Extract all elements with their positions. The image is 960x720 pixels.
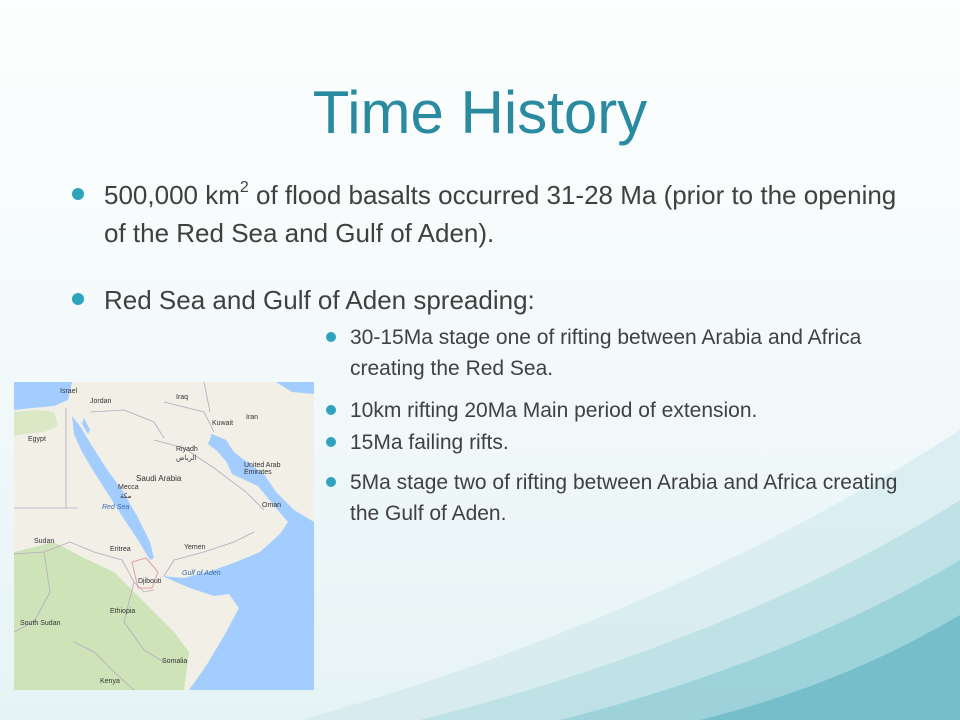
bullet-text-before: 500,000 km: [104, 180, 240, 210]
map-label-egypt: Egypt: [28, 436, 46, 443]
map-label-mecca: Mecca: [118, 484, 139, 491]
map-label-south-sudan: South Sudan: [20, 620, 61, 627]
map-label-israel: Israel: [60, 388, 78, 395]
map-label-sudan: Sudan: [34, 538, 55, 545]
bullet-text: Red Sea and Gulf of Aden spreading:: [104, 285, 535, 315]
sub-bullet-failing-rifts: [350, 427, 910, 458]
map-label-djibouti: Djibouti: [138, 578, 162, 585]
sub-bullet-text: 15Ma failing rifts.: [350, 431, 509, 454]
bullet-dot-icon: [72, 188, 84, 200]
map-label-oman: Oman: [262, 502, 282, 509]
region-map: [14, 382, 314, 690]
map-label-iran: Iran: [246, 414, 259, 421]
map-label-jordan: Jordan: [90, 398, 112, 405]
map-label-iraq: Iraq: [176, 394, 189, 401]
bullet-dot-icon: [326, 405, 336, 415]
bullet-flood-basalts: [104, 176, 904, 252]
bullet-dot-icon: [326, 332, 336, 342]
map-label-riyadh-ar: الرياض: [176, 455, 197, 462]
bullet-superscript: 2: [239, 179, 249, 197]
map-label-yemen: Yemen: [184, 544, 206, 551]
map-drawing: [14, 382, 314, 690]
bullet-dot-icon: [72, 293, 84, 305]
map-label-kenya: Kenya: [100, 678, 120, 685]
slide-title: Time History: [312, 79, 648, 146]
sub-bullet-text: 10km rifting 20Ma Main period of extension.: [350, 399, 758, 422]
map-label-eritrea: Eritrea: [110, 546, 131, 553]
bullet-text-after: of flood basalts occurred 31-28 Ma (prior to the opening of the Red Sea and Gulf of Aden).: [104, 180, 897, 248]
bullet-dot-icon: [326, 437, 336, 447]
map-label-riyadh: Riyadh: [176, 446, 198, 453]
map-label-uae: United Arab Emirates: [244, 462, 281, 476]
sub-bullet-text: 5Ma stage two of rifting between Arabia and Africa creating the Gulf of Aden.: [350, 471, 898, 525]
map-label-kuwait: Kuwait: [212, 420, 234, 427]
sub-bullet-stage-two: [350, 467, 910, 529]
bullet-dot-icon: [326, 477, 336, 487]
bullet-spreading: [104, 281, 904, 319]
sub-bullet-text: 30-15Ma stage one of rifting between Arabia and Africa creating the Red Sea.: [350, 326, 862, 380]
map-label-gulf-of-aden: Gulf of Aden: [182, 570, 221, 577]
map-label-somalia: Somalia: [162, 658, 188, 665]
map-label-red-sea: Red Sea: [102, 504, 130, 511]
map-label-saudi-arabia: Saudi Arabia: [136, 474, 182, 483]
map-label-ethiopia: Ethiopia: [110, 608, 136, 615]
sub-bullet-extension: [350, 395, 910, 426]
sub-bullet-stage-one: [350, 322, 910, 384]
map-label-mecca-ar: مكة: [120, 493, 132, 500]
